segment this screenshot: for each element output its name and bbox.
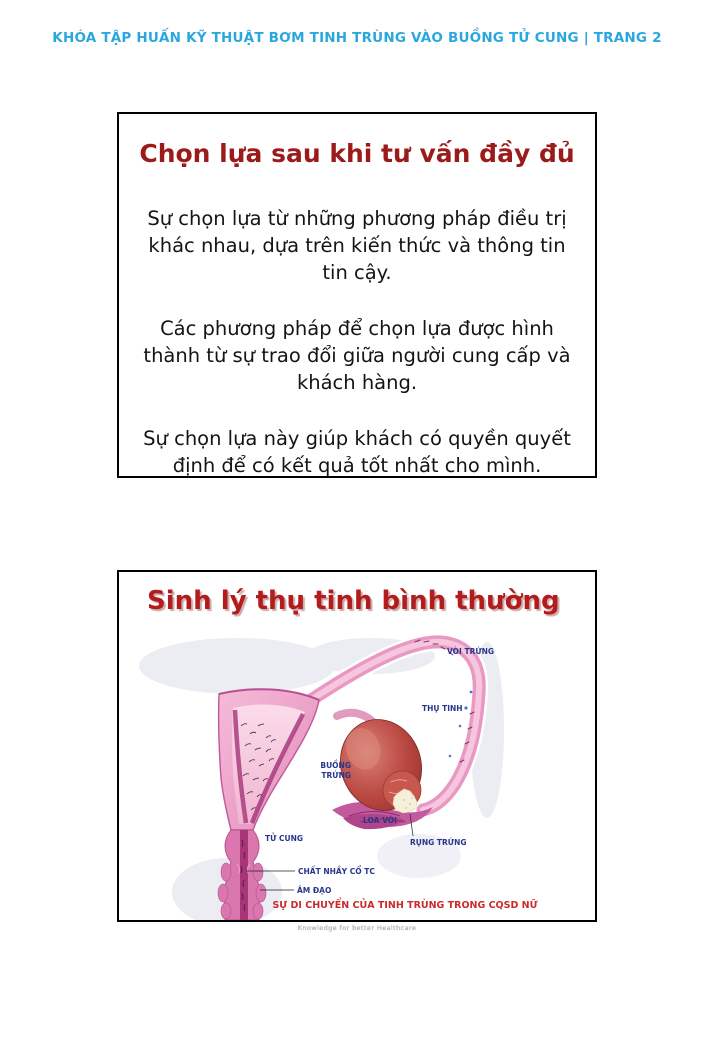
label-rung-trung: RỤNG TRỨNG: [410, 838, 467, 847]
page-header: KHÓA TẬP HUẤN KỸ THUẬT BƠM TINH TRÙNG VÀO BUỒNG TỬ CUNG | TRANG 2: [52, 30, 662, 46]
watermark-text: Knowledge for better Healthcare: [297, 924, 417, 932]
slide1-paragraph-2: Các phương pháp để chọn lựa được hình thành từ sự trao đổi giữa người cung cấp và khách hàng.: [143, 316, 571, 395]
label-tu-cung: TỬ CUNG: [265, 834, 304, 843]
label-chat-nhay-co-tc: CHẤT NHẦY CỔ TC: [298, 867, 375, 876]
label-buong-trung-2: TRỨNG: [321, 771, 351, 780]
slide1-paragraph-3: Sự chọn lựa này giúp khách có quyền quyết định để có kết quả tốt nhất cho mình.: [143, 426, 571, 477]
slide2-title: Sinh lý thụ tinh bình thường: [147, 586, 560, 616]
label-loa-voi: LOA VÒI: [363, 816, 397, 825]
slide1-title: Chọn lựa sau khi tư vấn đầy đủ: [139, 139, 575, 168]
cervix-vagina: [218, 830, 266, 920]
label-am-dao: ÂM ĐẠO: [297, 886, 332, 895]
fertilization-anatomy-diagram: [119, 630, 595, 920]
slide-1: [117, 112, 597, 478]
slide-2: [117, 570, 597, 922]
label-buong-trung-1: BUỒNG: [320, 761, 351, 770]
label-voi-trung: VÒI TRỨNG: [447, 647, 495, 656]
label-thu-tinh: THỤ TINH: [422, 704, 463, 713]
diagram-caption: SỰ DI CHUYỂN CỦA TINH TRÙNG TRONG CQSD NỮ: [272, 900, 538, 911]
slide1-paragraph-1: Sự chọn lựa từ những phương pháp điều trị khác nhau, dựa trên kiến thức và thông tin tin cậy.: [147, 206, 567, 285]
uterus: [219, 689, 319, 830]
